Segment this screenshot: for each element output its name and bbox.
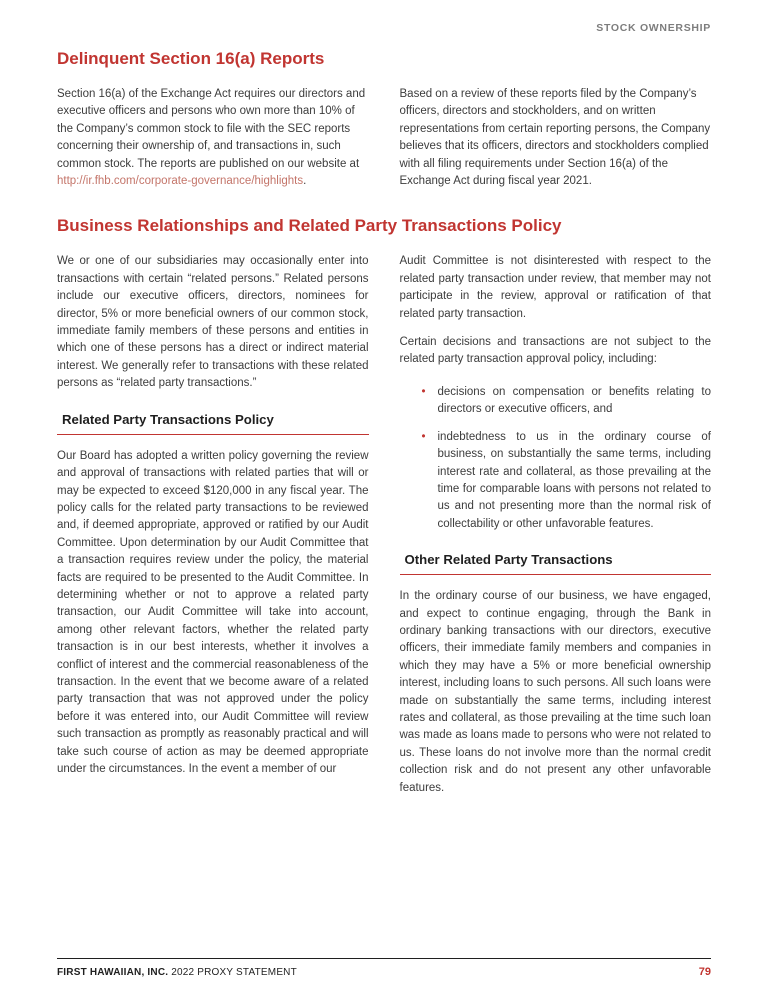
paragraph-section16a-left [57, 86, 369, 190]
section2-right-column [400, 253, 712, 808]
website-link[interactable]: http://ir.fhb.com/corporate-governance/highlights [57, 175, 304, 188]
list-item [400, 429, 712, 533]
footer-text [57, 967, 297, 978]
list-item [400, 384, 712, 419]
exceptions-list [400, 384, 712, 533]
paragraph-ordinary-course: In the ordinary course of our business, we have engaged, and expect to continue engaging, through the Bank in ordinary banking transactions with our directors, executive officers, their immediate family members and companies in which they may have a 5% or more beneficial ownership interest, including loans to such persons. All such loans were made on substantially the same terms, including interest rates and collateral, as those prevailing at the time such loan was made as loans made to persons who were not related to us. These loans do not involve more than the normal credit collection risk and do not present any other unfavorable features. [399, 590, 711, 794]
subheading-other-related-party-transactions: Other Related Party Transactions [400, 552, 712, 575]
paragraph-policy-details: Our Board has adopted a written policy governing the review and approval of transactions with related parties that will or may be expected to exceed $120,000 in any fiscal year. The policy calls for the related party transactions to be reviewed and, if deemed appropriate, approved or ratified by our Audit Committee. Upon determination by our Audit Committee that a transaction requires review under the policy, the material facts are required to be presented to the Audit Committee. In determining whether or not to approve a related party transaction, our Audit Committee will take into account, among other relevant factors, whether the related party transaction is in our best interests, whether it involves a conflict of interest and the commercial reasonableness of the transaction. In the event that we become aware of a related party transaction that was not approved under the policy before it was entered into, our Audit Committee will review such transaction as promptly as reasonably practical and will take such course of action as may be deemed appropriate under the circumstances. In the event a member of our [57, 449, 369, 775]
heading-delinquent-section-16a: Delinquent Section 16(a) Reports [57, 49, 325, 68]
footer-document-name: 2022 PROXY STATEMENT [168, 967, 297, 978]
subheading-related-party-transactions-policy: Related Party Transactions Policy [57, 412, 369, 435]
bullet-icon: • [421, 430, 426, 443]
list-item-text: indebtedness to us in the ordinary course of business, on substantially the same terms, including interest rate and collateral, as those prevailing at the time for comparable loans with persons not related to us and not presenting more than the normal risk of collectability or other unfavorable features. [437, 430, 711, 530]
section2-columns [57, 253, 711, 808]
heading-business-relationships: Business Relationships and Related Party Transactions Policy [57, 216, 562, 236]
section2-left-column [57, 253, 369, 808]
paragraph-section16a-right: Based on a review of these reports filed by the Company’s officers, directors and stockholders, and on written representations from certain reporting persons, the Company believes that its officers, directors and stockholders complied with all filing requirements under Section 16(a) of the Exchange Act during fiscal year 2021. [399, 88, 711, 188]
link-suffix: . [303, 175, 307, 188]
section1-left-column [57, 86, 369, 201]
section1-columns [57, 86, 711, 201]
footer-company-name: FIRST HAWAIIAN, INC. [57, 967, 169, 978]
paragraph-text: Section 16(a) of the Exchange Act requires our directors and executive officers and persons who own more than 10% of the Company’s common stock to file with the SEC reports concerning their ownership of, and transactions in, such common stock. The reports are published on our website at [57, 88, 366, 170]
bullet-icon: • [421, 385, 426, 398]
page-number: 79 [698, 966, 711, 978]
section1-right-column [400, 86, 712, 201]
section-kicker: STOCK OWNERSHIP [596, 22, 711, 34]
list-item-text: decisions on compensation or benefits relating to directors or executive officers, and [437, 385, 711, 416]
footer [57, 958, 711, 978]
paragraph-related-persons: We or one of our subsidiaries may occasionally enter into transactions with certain “related persons.” Related persons include our executive officers, directors, nominees for director, 5% or more beneficial owners of our common stock, immediate family members of these persons and entities in which one of these persons has a direct or indirect material interest. We generally refer to transactions with these related persons as “related party transactions.” [57, 255, 369, 390]
paragraph-exceptions-intro: Certain decisions and transactions are not subject to the related party transaction approval policy, including: [399, 336, 711, 366]
paragraph-audit-committee: Audit Committee is not disinterested with respect to the related party transaction under review, that member may not participate in the review, approval or ratification of that related party transaction. [399, 255, 711, 320]
